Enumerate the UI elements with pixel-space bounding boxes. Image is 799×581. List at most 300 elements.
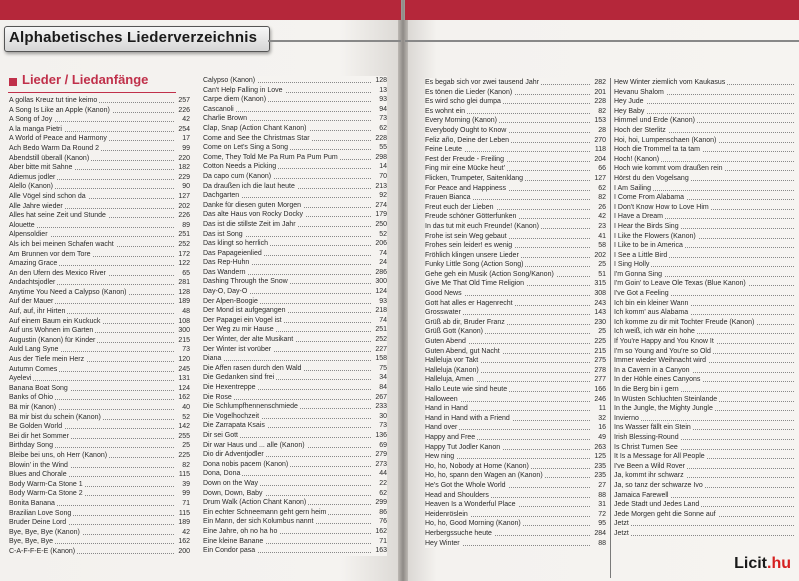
entry-title: Auld Lang Syne xyxy=(9,346,59,354)
index-entry xyxy=(425,404,606,414)
index-entry xyxy=(425,174,606,184)
index-entry xyxy=(9,499,190,509)
entry-page-number: 245 xyxy=(174,365,190,375)
index-entry xyxy=(203,86,387,96)
index-entry xyxy=(614,318,794,328)
index-entry xyxy=(203,306,387,316)
entry-page-number: 202 xyxy=(590,251,606,261)
entry-page-number: 200 xyxy=(174,547,190,557)
entry-title: Der Winter, der alte Musikant xyxy=(203,336,294,344)
entry-title: I Hear the Birds Sing xyxy=(614,222,679,230)
index-entry xyxy=(614,519,794,529)
index-entry xyxy=(614,471,794,481)
entry-page-number: 41 xyxy=(590,232,606,242)
entry-title: Dona nobis pacem (Kanon) xyxy=(203,460,289,468)
entry-title: Halleluja, Amen xyxy=(425,376,474,384)
entry-page-number: 66 xyxy=(590,164,606,174)
index-entry xyxy=(614,423,794,433)
entry-page-number: 182 xyxy=(174,163,190,173)
entry-title: I'm Gonna Sing xyxy=(614,270,663,278)
index-entry xyxy=(425,356,606,366)
entry-title: Jede Stadt und Jedes Land xyxy=(614,501,700,509)
entry-title: Body Warm-Ca Stone 2 xyxy=(9,490,83,498)
index-entry xyxy=(614,222,794,232)
index-entry xyxy=(9,528,190,538)
entry-page-number: 40 xyxy=(174,403,190,413)
entry-page-number: 215 xyxy=(590,347,606,357)
entry-title: Guten Abend xyxy=(425,338,466,346)
index-entry xyxy=(425,97,606,107)
entry-title: Frohe ist sein Weg gebaut xyxy=(425,232,507,240)
index-entry xyxy=(425,443,606,453)
entry-title: Die Hexentreppe xyxy=(203,384,256,391)
index-entry xyxy=(614,481,794,491)
entry-title: Funky Little Song (Action Song) xyxy=(425,261,524,269)
index-entry xyxy=(9,403,190,413)
entry-page-number: 65 xyxy=(174,269,190,279)
entry-title: Ich weiß, ich wär ein hohe xyxy=(614,328,695,336)
index-entry xyxy=(425,481,606,491)
index-entry xyxy=(9,106,190,116)
index-entry xyxy=(203,162,387,172)
index-entry xyxy=(425,193,606,203)
entry-title: Blues and Chorale xyxy=(9,471,67,479)
entry-title: Jamaica Farewell xyxy=(614,491,669,499)
entry-title: Es wird scho glei dumpa xyxy=(425,98,501,106)
entry-page-number: 22 xyxy=(371,479,387,489)
entry-title: Fest der Freude - Freiling xyxy=(425,155,504,163)
index-entry xyxy=(425,423,606,433)
entry-page-number: 225 xyxy=(590,337,606,347)
index-entry xyxy=(9,441,190,451)
entry-title: Everybody Ought to Know xyxy=(425,126,507,134)
entry-page-number: 250 xyxy=(371,220,387,230)
index-entry xyxy=(614,260,794,270)
entry-page-number: 286 xyxy=(371,268,387,278)
entry-title: Die Schlumpfhennenschmiede xyxy=(203,403,298,411)
entry-page-number: 142 xyxy=(174,422,190,432)
index-entry xyxy=(614,395,794,405)
index-entry xyxy=(614,404,794,414)
index-entry xyxy=(614,241,794,251)
entry-page-number: 108 xyxy=(174,317,190,327)
index-entry xyxy=(9,240,190,250)
entry-page-number: 62 xyxy=(371,489,387,499)
index-entry xyxy=(9,250,190,260)
index-entry xyxy=(425,145,606,155)
index-entry xyxy=(203,239,387,249)
index-entry xyxy=(614,88,794,98)
entry-page-number: 153 xyxy=(590,116,606,126)
index-entry xyxy=(9,202,190,212)
entry-title: Body Warm-Ca Stone 1 xyxy=(9,480,83,488)
entry-title: Auf der Mauer xyxy=(9,298,54,306)
entry-title: Ein echter Schneemann geht gern heim xyxy=(203,508,327,516)
entry-title: Gehe geh ein Musik (Action Song/Kanon) xyxy=(425,270,554,278)
entry-title: Birthday Song xyxy=(9,442,53,450)
entry-title: A gollas Kreuz tut tine keimo xyxy=(9,97,98,104)
entry-title: Da capo cum (Kanon) xyxy=(203,172,272,180)
entry-page-number: 93 xyxy=(371,95,387,105)
entry-page-number: 282 xyxy=(590,78,606,88)
index-entry xyxy=(203,95,387,105)
index-entry xyxy=(203,134,387,144)
entry-page-number: 71 xyxy=(371,537,387,547)
entry-page-number: 220 xyxy=(174,154,190,164)
page-title: Alphabetisches Liederverzeichnis xyxy=(9,29,258,46)
entry-title: Every Morning (Kanon) xyxy=(425,117,497,125)
index-entry xyxy=(203,373,387,383)
index-entry xyxy=(9,336,190,346)
index-entry xyxy=(9,144,190,154)
entry-page-number: 26 xyxy=(590,203,606,213)
entry-page-number: 74 xyxy=(371,316,387,326)
entry-page-number: 277 xyxy=(590,375,606,385)
index-entry xyxy=(425,155,606,165)
index-entry xyxy=(203,431,387,441)
index-entry xyxy=(9,163,190,173)
section-square-icon xyxy=(9,78,17,86)
entry-page-number: 252 xyxy=(174,240,190,250)
entry-page-number: 125 xyxy=(590,452,606,462)
entry-title: Guten Abend, gut Nacht xyxy=(425,347,500,355)
index-entry xyxy=(9,211,190,221)
index-entry xyxy=(203,268,387,278)
index-entry xyxy=(425,500,606,510)
index-entry xyxy=(9,278,190,288)
index-entry xyxy=(425,164,606,174)
index-entry xyxy=(203,469,387,479)
entry-title: Der Weg zu mir Hause xyxy=(203,326,274,334)
index-entry xyxy=(203,201,387,211)
index-entry xyxy=(614,289,794,299)
index-entry xyxy=(9,393,190,403)
entry-page-number: 228 xyxy=(371,134,387,144)
book-spine xyxy=(398,0,408,581)
index-entry xyxy=(9,288,190,298)
entry-title: Frohes sein leider! es wenig xyxy=(425,242,513,250)
index-entry xyxy=(425,232,606,242)
watermark xyxy=(734,555,791,573)
index-entry xyxy=(425,347,606,357)
index-entry xyxy=(614,337,794,347)
entry-title: Die Zarrapata Ksais xyxy=(203,422,265,430)
entry-title: Immer wieder Weihnacht wird xyxy=(614,357,707,365)
index-entry xyxy=(203,316,387,326)
index-entry xyxy=(9,230,190,240)
index-entry xyxy=(614,97,794,107)
index-entry xyxy=(614,529,794,539)
index-entry xyxy=(9,326,190,336)
top-color-band-right xyxy=(405,0,799,20)
entry-title: Herbergssuche heute xyxy=(425,529,492,537)
entry-title: Alle Vögel sind schon da xyxy=(9,192,86,200)
index-entry xyxy=(425,318,606,328)
index-entry xyxy=(203,249,387,259)
entry-title: Grüß Gott (Kanon) xyxy=(425,328,483,336)
index-entry xyxy=(425,433,606,443)
entry-title: Auf einem Baum ein Kuckuck xyxy=(9,317,101,325)
index-entry xyxy=(9,480,190,490)
index-entry xyxy=(203,182,387,192)
index-entry xyxy=(203,412,387,422)
entry-title: If You're Happy and You Know It xyxy=(614,338,714,346)
entry-title: Drum Walk (Action Chant Kanon) xyxy=(203,499,307,507)
entry-title: Ein Mann, der sich Kolumbus nannt xyxy=(203,518,314,526)
entry-title: Ich komm' aus Alabama xyxy=(614,309,689,317)
entry-title: Hey Winter xyxy=(425,539,460,547)
index-entry xyxy=(614,107,794,117)
entry-title: I Like the Flowers (Kanon) xyxy=(614,232,696,240)
entry-title: Eine Jahre, oh no ha ho xyxy=(203,527,278,535)
entry-title: Day-O, Day-O xyxy=(203,288,248,296)
entry-title: Heaven Is a Wonderful Place xyxy=(425,501,516,509)
entry-title: Charlie Brown xyxy=(203,115,247,123)
entry-title: Alello (Kanon) xyxy=(9,183,53,191)
entry-page-number: 308 xyxy=(590,289,606,299)
index-entry xyxy=(203,258,387,268)
entry-page-number: 215 xyxy=(174,336,190,346)
entry-title: Das ist Song xyxy=(203,230,243,238)
entry-page-number: 120 xyxy=(174,355,190,365)
index-entry xyxy=(9,307,190,317)
entry-title: Flicken, Trumpeter, Saitenklang xyxy=(425,174,524,182)
index-entry xyxy=(9,96,190,106)
entry-title: Alpensoldier xyxy=(9,231,48,239)
entry-page-number: 73 xyxy=(174,345,190,355)
index-entry xyxy=(425,337,606,347)
entry-title: Bä mir (Kanon) xyxy=(9,404,57,411)
index-entry xyxy=(203,172,387,182)
entry-page-number: 278 xyxy=(590,366,606,376)
entry-title: Die Rose xyxy=(203,393,232,401)
entry-page-number: 226 xyxy=(174,211,190,221)
entry-page-number: 73 xyxy=(371,421,387,431)
entry-title: Andachtsjodler xyxy=(9,279,56,287)
entry-title: Bleibe bei uns, oh Herr (Kanon) xyxy=(9,451,108,459)
index-column-1 xyxy=(9,96,190,557)
entry-title: Jetzt xyxy=(614,520,629,528)
entry-page-number: 204 xyxy=(590,155,606,165)
entry-title: Als ich bei meinen Schafen wacht xyxy=(9,240,114,248)
entry-title: Alles hat seine Zeit und Stunde xyxy=(9,212,106,220)
index-entry xyxy=(614,279,794,289)
entry-title: Aber bitte mit Sahne xyxy=(9,164,73,172)
entry-title: In das tut mit euch Freunde! (Kanon) xyxy=(425,222,540,230)
entry-title: Give Me That Old Time Religion xyxy=(425,280,525,288)
entry-title: Ich komme zu dir mit Tochter Freude (Kanon) xyxy=(614,318,755,326)
entry-page-number: 270 xyxy=(590,136,606,146)
index-entry xyxy=(425,116,606,126)
index-entry xyxy=(203,325,387,335)
entry-page-number: 300 xyxy=(371,277,387,287)
entry-page-number: 115 xyxy=(174,509,190,519)
entry-page-number: 229 xyxy=(174,173,190,183)
index-entry xyxy=(203,114,387,124)
entry-title: Hey Baby xyxy=(614,107,645,115)
index-column-3 xyxy=(425,78,606,548)
index-entry xyxy=(9,173,190,183)
entry-page-number: 124 xyxy=(174,384,190,394)
entry-page-number: 166 xyxy=(590,385,606,395)
entry-title: A World of Peace and Harmony xyxy=(9,135,107,143)
entry-title: In der Höhle eines Canyons xyxy=(614,376,701,384)
entry-title: Das Papageienlied xyxy=(203,249,262,257)
entry-title: Be Golden World xyxy=(9,423,63,431)
entry-page-number: 300 xyxy=(174,326,190,336)
index-entry xyxy=(425,366,606,376)
index-entry xyxy=(614,356,794,366)
entry-page-number: 279 xyxy=(371,450,387,460)
entry-title: Die Vogelhochzeit xyxy=(203,412,260,420)
index-entry xyxy=(9,537,190,547)
entry-page-number: 88 xyxy=(590,491,606,501)
entry-title: Jede Morgen geht die Sonne auf xyxy=(614,510,716,518)
entry-page-number: 52 xyxy=(371,230,387,240)
index-entry xyxy=(425,375,606,385)
index-entry xyxy=(203,143,387,153)
entry-title: Das alte Haus von Rocky Docky xyxy=(203,211,303,219)
entry-title: Das Rep-Huhn xyxy=(203,259,250,267)
leader-dots xyxy=(614,420,794,421)
entry-title: For Peace and Happiness xyxy=(425,184,506,192)
index-entry xyxy=(203,220,387,230)
entry-page-number: 251 xyxy=(371,325,387,335)
index-entry xyxy=(425,529,606,539)
entry-page-number: 162 xyxy=(174,393,190,403)
entry-page-number: 70 xyxy=(371,172,387,182)
entry-title: Ja, so tanz der schwarze Ivo xyxy=(614,481,703,489)
entry-page-number: 118 xyxy=(590,145,606,155)
entry-page-number: 227 xyxy=(371,345,387,355)
entry-page-number: 25 xyxy=(174,441,190,451)
entry-title: Feliz año, Deine der Leben xyxy=(425,136,510,144)
index-entry xyxy=(425,491,606,501)
watermark-brand: Licit xyxy=(734,555,767,572)
index-entry xyxy=(9,451,190,461)
index-entry xyxy=(614,414,794,424)
index-entry xyxy=(203,383,387,393)
index-entry xyxy=(9,413,190,423)
entry-page-number: 95 xyxy=(590,519,606,529)
entry-title: Halleluja vor Takt xyxy=(425,357,479,365)
index-entry xyxy=(425,471,606,481)
index-entry xyxy=(203,210,387,220)
entry-title: Das klingt so herrlich xyxy=(203,240,268,248)
entry-page-number: 75 xyxy=(371,364,387,374)
entry-page-number: 55 xyxy=(371,143,387,153)
entry-title: Happy Tut Jodler Kanon xyxy=(425,443,501,451)
entry-page-number: 27 xyxy=(590,481,606,491)
index-entry xyxy=(9,547,190,557)
index-entry xyxy=(425,452,606,462)
entry-title: Bye, Bye, Bye (Kanon) xyxy=(9,528,80,536)
index-entry xyxy=(614,491,794,501)
entry-page-number: 115 xyxy=(174,470,190,480)
section-rule xyxy=(8,92,176,93)
entry-title: Eine kleine Banane xyxy=(203,537,264,545)
index-entry xyxy=(614,174,794,184)
entry-title: I Like to be in America xyxy=(614,242,683,250)
entry-title: I Have a Dream xyxy=(614,213,664,221)
entry-title: I Sing Holly xyxy=(614,261,650,269)
entry-page-number: 42 xyxy=(174,528,190,538)
index-entry xyxy=(203,421,387,431)
entry-title: Da draußen ich die laut heute xyxy=(203,182,295,190)
entry-title: Jetzt xyxy=(614,529,629,537)
entry-page-number: 13 xyxy=(371,86,387,96)
index-entry xyxy=(614,443,794,453)
index-entry xyxy=(425,203,606,213)
index-entry xyxy=(425,308,606,318)
index-entry xyxy=(9,317,190,327)
entry-page-number: 158 xyxy=(371,354,387,364)
entry-title: I See a Little Bird xyxy=(614,251,668,259)
index-entry xyxy=(425,241,606,251)
entry-title: Hoch wie kommt vom draußen rein xyxy=(614,165,723,173)
entry-page-number: 189 xyxy=(174,518,190,528)
leader-dots xyxy=(614,525,794,526)
entry-title: Hoch die Trommel ta ta tam xyxy=(614,146,700,154)
entry-title: Hew ning xyxy=(425,453,455,461)
entry-title: Hoch der Sterlitz xyxy=(614,126,666,134)
entry-page-number: 206 xyxy=(371,239,387,249)
entry-title: Amazing Grace xyxy=(9,260,58,268)
index-entry xyxy=(203,498,387,508)
entry-title: Die Gedanken sind frei xyxy=(203,374,275,382)
entry-page-number: 275 xyxy=(590,356,606,366)
index-entry xyxy=(203,354,387,364)
entry-page-number: 122 xyxy=(174,259,190,269)
entry-title: Ho, ho, Good Morning (Kanon) xyxy=(425,520,521,528)
index-entry xyxy=(203,345,387,355)
entry-page-number: 179 xyxy=(371,210,387,220)
entry-title: A la manga Pietri xyxy=(9,125,62,133)
entry-title: Augustin (Kanon) für Kinder xyxy=(9,336,96,344)
leader-dots xyxy=(203,360,373,361)
index-entry xyxy=(203,364,387,374)
entry-title: Ein Condor pasa xyxy=(203,547,256,555)
index-entry xyxy=(425,78,606,88)
index-entry xyxy=(425,279,606,289)
index-entry xyxy=(203,546,387,556)
entry-title: Himmel und Erde (Kanon) xyxy=(614,117,695,125)
entry-title: Good News xyxy=(425,290,462,298)
entry-title: Dir sei Gott xyxy=(203,431,239,439)
entry-title: Bonita Banana xyxy=(9,499,55,507)
index-entry xyxy=(614,203,794,213)
index-entry xyxy=(614,145,794,155)
index-entry xyxy=(9,221,190,231)
entry-page-number: 225 xyxy=(174,451,190,461)
entry-page-number: 131 xyxy=(174,374,190,384)
index-entry xyxy=(614,308,794,318)
entry-page-number: 69 xyxy=(371,441,387,451)
index-entry xyxy=(614,184,794,194)
entry-page-number: 48 xyxy=(174,307,190,317)
index-entry xyxy=(203,460,387,470)
index-entry xyxy=(614,164,794,174)
entry-page-number: 99 xyxy=(174,489,190,499)
entry-page-number: 226 xyxy=(174,106,190,116)
index-entry xyxy=(614,452,794,462)
entry-title: Anytime You Need a Calypso (Kanon) xyxy=(9,288,127,296)
entry-page-number: 71 xyxy=(174,499,190,509)
index-entry xyxy=(203,124,387,134)
entry-page-number: 99 xyxy=(174,144,190,154)
entry-page-number: 11 xyxy=(590,404,606,414)
index-entry xyxy=(9,192,190,202)
